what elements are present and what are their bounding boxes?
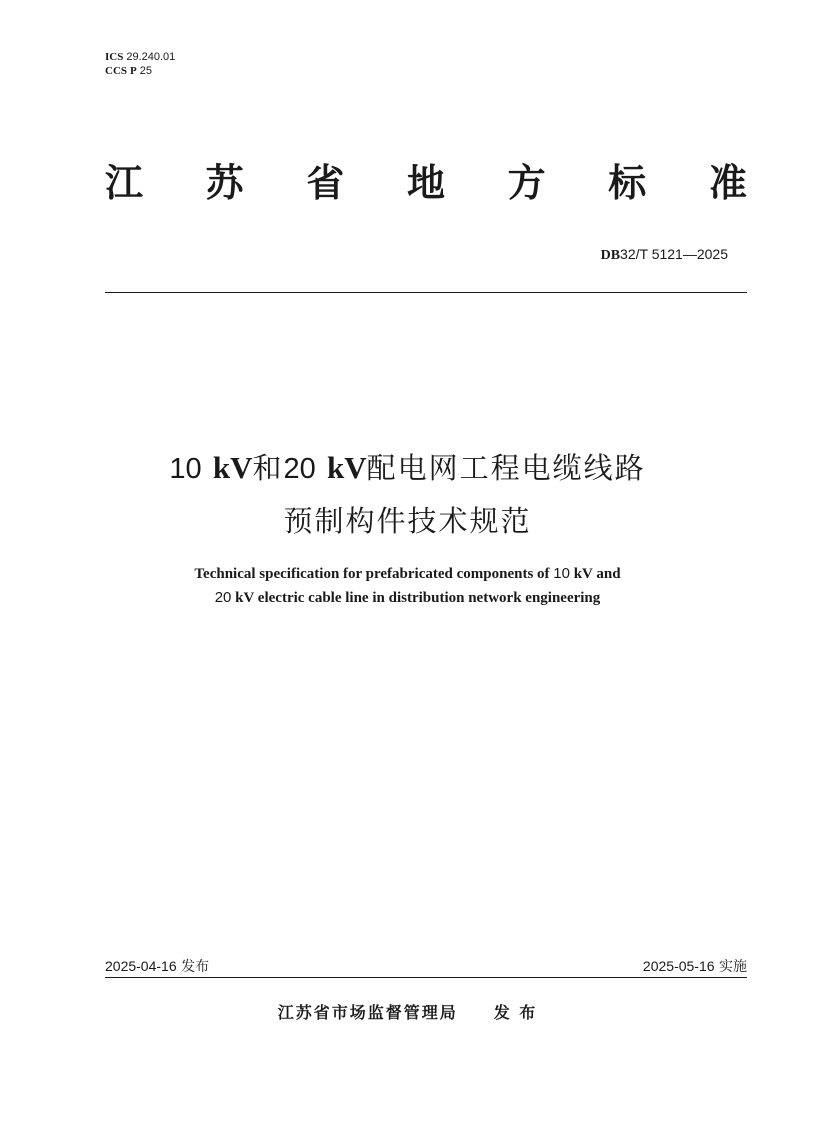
standard-type-char: 准 — [708, 161, 747, 205]
english-title-text-b: kV and — [569, 566, 621, 582]
english-title-text-c: kV electric cable line in distribution network engineering — [231, 590, 601, 606]
issuer-action: 发 布 — [493, 1003, 538, 1022]
ccs-p: P — [130, 65, 137, 77]
title-kv-2: kV — [326, 450, 367, 485]
ics-code — [105, 50, 175, 64]
title-kv-1: kV — [212, 450, 253, 485]
implement-info — [643, 957, 747, 976]
issuer-line — [0, 1002, 815, 1024]
title-subject: 配电网工程电缆线路 — [366, 451, 646, 485]
ccs-code — [105, 64, 175, 78]
title-conjunction: 和 — [252, 451, 284, 485]
english-title-line-1 — [0, 562, 815, 586]
english-title-num-2: 20 — [214, 589, 232, 606]
english-title — [0, 562, 815, 610]
standard-type-char: 地 — [406, 161, 445, 205]
issuer-name: 江苏省市场监督管理局 — [277, 1003, 458, 1022]
standard-type-char: 苏 — [205, 161, 244, 205]
release-label: 发布 — [181, 959, 210, 975]
standard-type-char: 江 — [105, 161, 144, 205]
standard-number-code: 5121—2025 — [647, 246, 728, 262]
english-title-num-1: 10 — [553, 565, 570, 582]
standard-type-char: 方 — [507, 161, 546, 205]
date-row — [105, 957, 747, 976]
title-voltage-1: 10 — [169, 453, 202, 485]
standard-type-char: 省 — [306, 161, 345, 205]
chinese-title-line-2: 预制构件技术规范 — [283, 504, 532, 538]
release-info — [105, 957, 209, 976]
classification-codes — [105, 50, 175, 78]
standard-number-prefix: DB — [600, 248, 621, 263]
ccs-value: 25 — [139, 65, 152, 77]
implement-date: 2025-05-16 — [642, 958, 715, 974]
ics-value: 29.240.01 — [126, 51, 176, 63]
chinese-title — [0, 442, 815, 547]
standard-number-region: 32/T — [620, 246, 648, 262]
ics-label: ICS — [105, 51, 124, 63]
implement-label: 实施 — [719, 959, 747, 975]
title-voltage-2: 20 — [283, 453, 316, 485]
bottom-divider — [105, 977, 747, 978]
ccs-label: CCS — [105, 65, 128, 77]
standard-number — [601, 246, 728, 264]
english-title-text-a: Technical specification for prefabricated components of — [194, 566, 554, 582]
top-divider — [105, 292, 747, 293]
standard-type-heading — [105, 158, 747, 208]
chinese-title-line-1 — [0, 442, 815, 495]
release-date: 2025-04-16 — [105, 958, 177, 974]
english-title-line-2 — [0, 586, 815, 610]
standard-type-char: 标 — [608, 161, 647, 205]
